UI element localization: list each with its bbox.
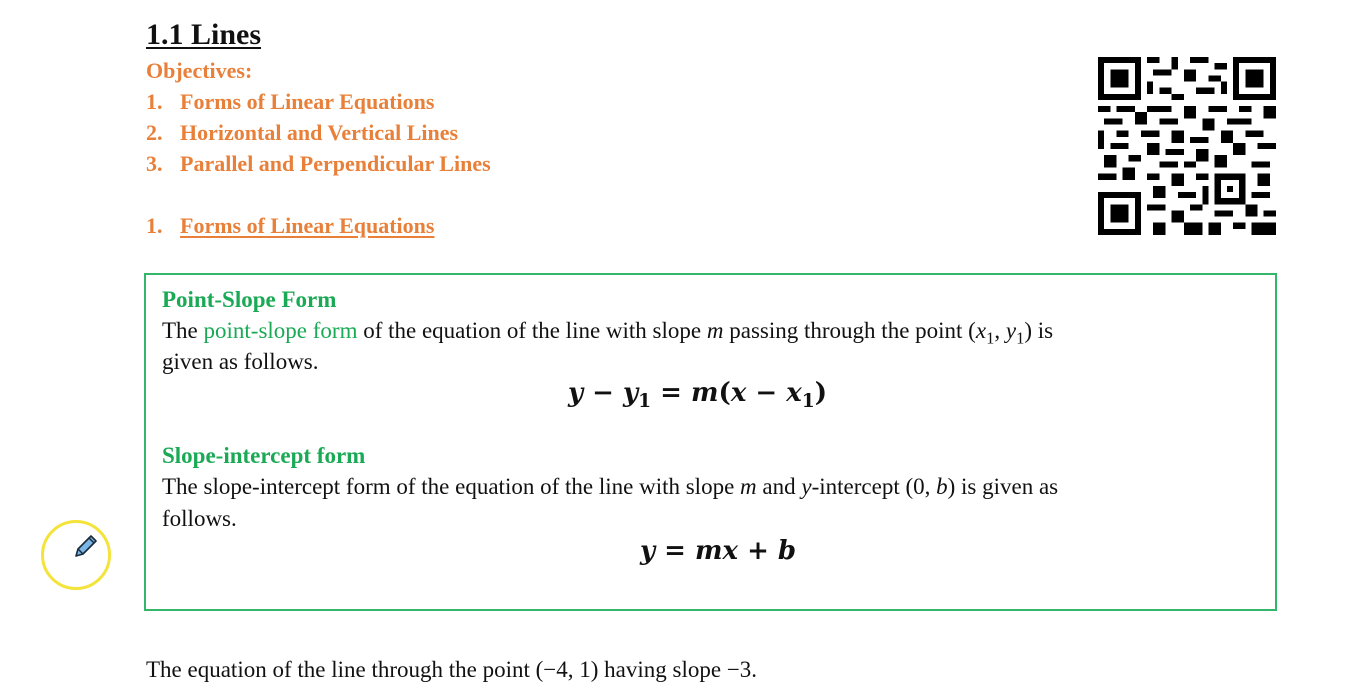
- section-number: 1.: [146, 213, 163, 238]
- slope-intercept-heading: Slope-intercept form: [162, 443, 366, 468]
- objective-text: Horizontal and Vertical Lines: [180, 120, 459, 145]
- objective-item-2: [146, 120, 458, 146]
- page-title: 1.1 Lines: [146, 18, 262, 51]
- example-text: The equation of the line through the point (−4, 1) having slope −3.: [146, 657, 758, 682]
- point-slope-text-line-1: The point-slope form of the equation of the line with slope m passing through the point ($x_1$, $y_1$) is: [162, 318, 1054, 348]
- slope-intercept-text-line-2: follows.: [162, 506, 237, 531]
- objective-number: 1.: [146, 89, 163, 114]
- objective-text: Forms of Linear Equations: [180, 89, 435, 114]
- pen-cursor-icon: [72, 532, 100, 560]
- section-text: Forms of Linear Equations: [180, 213, 435, 238]
- objective-text: Parallel and Perpendicular Lines: [180, 151, 491, 176]
- section-heading: [146, 213, 434, 239]
- point-slope-highlight: point-slope form: [203, 318, 358, 343]
- point-slope-heading: Point-Slope Form: [162, 287, 337, 312]
- slope-intercept-formula: y = mx + b: [640, 536, 797, 566]
- objectives-heading: Objectives:: [146, 58, 253, 83]
- slope-intercept-text-line-1: The slope-intercept form of the equation of the line with slope m and y-intercept (0, b) is given as: [162, 474, 1059, 499]
- objective-item-1: [146, 89, 434, 115]
- objective-item-3: [146, 151, 491, 177]
- objective-number: 3.: [146, 151, 163, 176]
- point-slope-formula: $y - y_1 = m(x - x_1)$: [568, 378, 828, 413]
- objective-number: 2.: [146, 120, 163, 145]
- point-slope-text-line-2: given as follows.: [162, 349, 319, 374]
- qr-code-icon: [1098, 56, 1276, 236]
